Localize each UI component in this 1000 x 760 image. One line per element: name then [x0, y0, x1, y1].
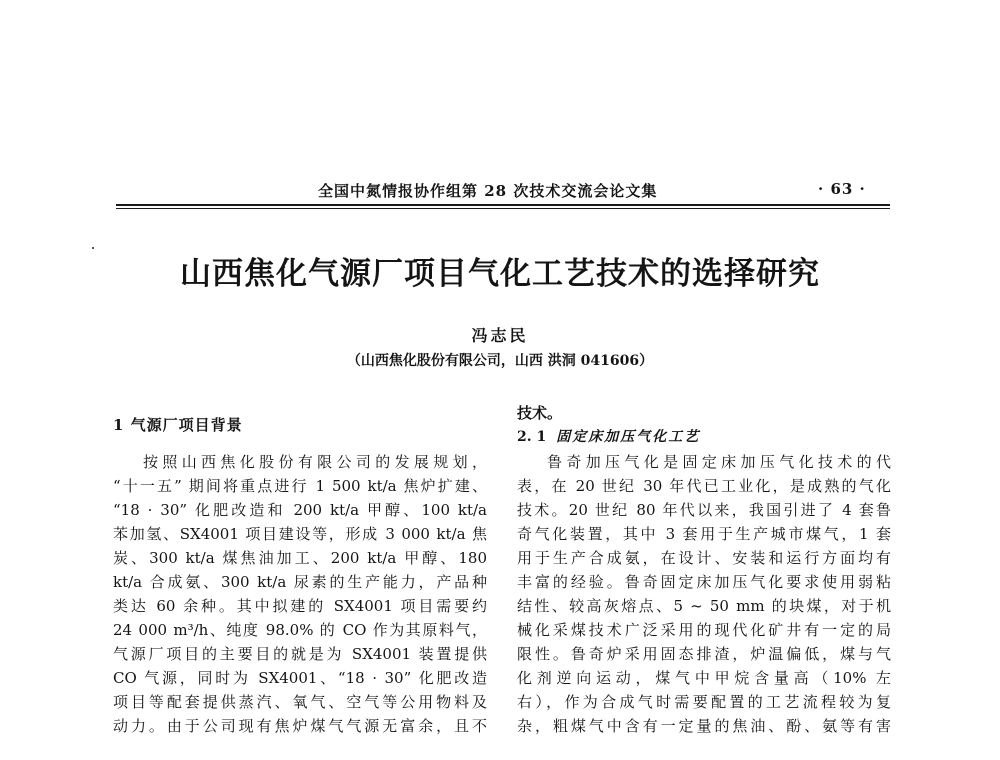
- body-line: 24 000 m³/h、纯度 98.0% 的 CO 作为其原料气，: [113, 621, 487, 639]
- subsection-number: 2. 1: [517, 429, 547, 445]
- continued-text: 技术。: [517, 404, 563, 422]
- author-name: 冯志民: [471, 326, 529, 345]
- body-line: 按照山西焦化股份有限公司的发展规划，: [143, 453, 487, 471]
- body-line: 右），作为合成气时需要配置的工艺流程较为复: [517, 693, 891, 711]
- running-header: [0, 180, 1000, 202]
- body-line: 鲁奇加压气化是固定床加压气化技术的代: [547, 453, 891, 471]
- journal-title: 全国中氮情报协作组第 28 次技术交流会论文集: [318, 182, 658, 200]
- body-line: 械化采煤技术广泛采用的现代化矿井有一定的局: [517, 621, 891, 639]
- header-rule: [116, 204, 890, 206]
- body-line: 炭、300 kt/a 煤焦油加工、200 kt/a 甲醇、180: [113, 549, 487, 567]
- body-line: “18 · 30” 化肥改造和 200 kt/a 甲醇、100 kt/a: [113, 501, 487, 519]
- body-line: 丰富的经验。鲁奇固定床加压气化要求使用弱粘: [517, 573, 891, 591]
- body-line: 表，在 20 世纪 30 年代已工业化，是成熟的气化: [517, 477, 891, 495]
- body-line: 动力。由于公司现有焦炉煤气气源无富余，且不: [113, 717, 487, 735]
- body-line: 技术。20 世纪 80 年代以来，我国引进了 4 套鲁: [517, 501, 891, 519]
- body-line: 限性。鲁奇炉采用固态排渣，炉温偏低，煤与气: [517, 645, 891, 663]
- body-line: 奇气化装置，其中 3 套用于生产城市煤气，1 套: [517, 525, 891, 543]
- body-line: 气源厂项目的主要目的就是为 SX4001 装置提供: [113, 645, 487, 663]
- body-line: 杂，粗煤气中含有一定量的焦油、酚、氨等有害: [517, 717, 891, 735]
- subsection-title: 固定床加压气化工艺: [556, 429, 701, 445]
- body-line: 苯加氢、SX4001 项目建设等，形成 3 000 kt/a 焦: [113, 525, 487, 543]
- right-column: [517, 450, 891, 738]
- subsection-2-1-heading: [517, 426, 700, 446]
- body-line: “十一五” 期间将重点进行 1 500 kt/a 焦炉扩建、: [113, 477, 487, 495]
- body-line: 类达 60 余种。其中拟建的 SX4001 项目需要约: [113, 597, 487, 615]
- body-line: 化剂逆向运动，煤气中甲烷含量高（10% 左: [517, 669, 891, 687]
- body-line: 用于生产合成氨，在设计、安装和运行方面均有: [517, 549, 891, 567]
- body-line: kt/a 合成氨、300 kt/a 尿素的生产能力，产品种: [113, 573, 487, 591]
- header-rule-thin: [116, 208, 890, 209]
- body-line: CO 气源，同时为 SX4001、“18 · 30” 化肥改造: [113, 669, 487, 687]
- left-column: [113, 450, 487, 738]
- body-line: 项目等配套提供蒸汽、氧气、空气等公用物料及: [113, 693, 487, 711]
- body-line: 结性、较高灰熔点、5 ~ 50 mm 的块煤，对于机: [517, 597, 891, 615]
- paper-title: 山西焦化气源厂项目气化工艺技术的选择研究: [180, 256, 820, 292]
- author-affiliation: （山西焦化股份有限公司，山西 洪洞 041606）: [346, 353, 654, 369]
- page-number: · 63 ·: [818, 180, 866, 198]
- section-1-heading: 1 气源厂项目背景: [113, 416, 243, 434]
